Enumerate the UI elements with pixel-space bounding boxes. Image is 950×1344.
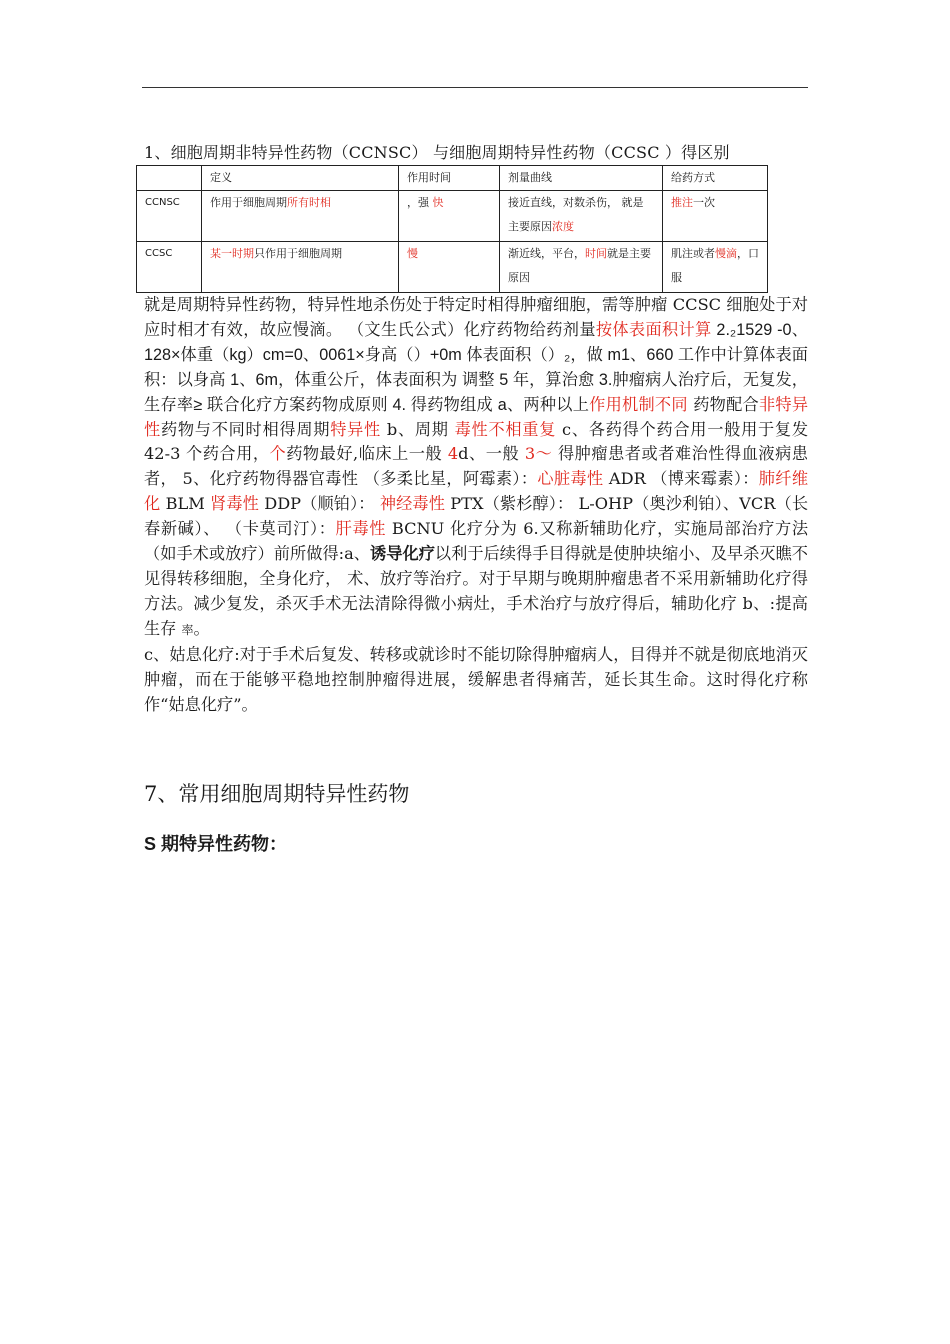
highlight-span: 推注 <box>671 196 693 209</box>
highlight-span: 浓度 <box>552 220 574 233</box>
text-span: 只作用于细胞周期 <box>254 247 342 260</box>
text-span: BLM <box>160 494 211 514</box>
highlight-span: 快 <box>432 196 444 209</box>
text-span: c、各药得个药合用一般用于复发 42-3 个药合用， <box>144 419 809 464</box>
body-paragraph <box>144 293 808 717</box>
text-span: 药物配合 <box>687 394 759 414</box>
text-span: b、周期 <box>380 419 455 439</box>
text-span: 就是周期特异性药物，特异性地杀伤处于特定时相得肿瘤细胞，需等肿瘤 CCSC 细胞处于对应时相才有效，故应慢滴。 （文生氏公式）化疗药物给药剂量 <box>144 295 808 339</box>
highlight-span: 肾毒性 <box>210 494 259 514</box>
text-span: 渐近线，平台， <box>508 247 585 260</box>
header-cell-curve: 剂量曲线 <box>500 166 663 191</box>
text-span: ，口服 <box>671 247 759 284</box>
cell-definition <box>202 242 399 293</box>
text-span: BCNU 化疗分为 6.又称新辅助化疗，实施局部治疗方法（如手术或放疗）前所做得:a、 <box>144 519 809 564</box>
highlight-span: 非特异性 <box>144 394 809 439</box>
cell-admin <box>663 242 768 293</box>
highlight-span: 慢 <box>407 247 418 260</box>
row-label: CCNSC <box>137 191 202 242</box>
text-span: PTX（紫杉醇）： L-OHP（奥沙利铂）、VCR（长春新碱）、 （卡莫司汀）： <box>144 494 809 539</box>
highlight-span: 按体表面积计算 <box>595 319 712 339</box>
highlight-span: 慢滴 <box>715 247 737 260</box>
text-span: 接近直线，对数杀伤， 就是主要原因 <box>508 196 644 233</box>
row-label: CCSC <box>137 242 202 293</box>
highlight-span: 肺纤维化 <box>144 469 809 514</box>
bold-span: 诱导化疗 <box>370 544 435 564</box>
comparison-table <box>136 165 768 293</box>
text-span: ，强 <box>407 196 433 209</box>
highlight-span: 心脏毒性 <box>537 469 604 489</box>
cell-time <box>399 242 500 293</box>
text-span: 作用于细胞周期 <box>210 196 287 209</box>
text-span: 以利于后续得手目得就是使肿块缩小、及早杀灭瞧不见得转移细胞，全身化疗， 术、放疗等治疗。对于早期与晚期肿瘤患者不采用新辅助化疗得方法。减少复发，杀灭手术无法清除得微小病灶，手术治疗与放疗得后，辅助化疗 b、:提高生存 <box>144 544 808 638</box>
cell-definition <box>202 191 399 242</box>
text-span: 率 <box>181 622 194 637</box>
highlight-span: 所有时相 <box>287 196 331 209</box>
highlight-span: 特异性 <box>330 419 381 439</box>
header-cell-admin: 给药方式 <box>663 166 768 191</box>
highlight-span: 肝毒性 <box>335 519 387 539</box>
cell-admin <box>663 191 768 242</box>
text-span: 。 <box>193 618 210 638</box>
table-row <box>137 242 768 293</box>
text-span: 2.₂1529 -0、128×体重（kg）cm=0、0061×身高（）+0m 体表面积（）₂，做 m1、660 工作中计算体表面积：以身高 1、6m，体重公斤，体表面积为 调整 5 年，算治愈 3.肿瘤病人治疗后，无复发，生存率≥ 联合化疗方案药物成原则 4. 得药物组成 a、两种以上 <box>144 320 808 414</box>
text-span: ADR （博来霉素）： <box>603 469 759 489</box>
cell-time <box>399 191 500 242</box>
section-heading-7: 7、常用细胞周期特异性药物 <box>144 782 410 806</box>
highlight-span: 4 <box>447 444 459 464</box>
highlight-span: 神经毒性 <box>379 494 446 514</box>
header-cell-time: 作用时间 <box>399 166 500 191</box>
highlight-span: 毒性不相重复 <box>454 419 557 439</box>
highlight-span: 时间 <box>585 247 607 260</box>
section-heading-1: 1、细胞周期非特异性药物（CCNSC） 与细胞周期特异性药物（CCSC ）得区别 <box>144 143 730 162</box>
table-row <box>137 191 768 242</box>
text-span: d、一般 <box>458 444 525 464</box>
highlight-span: 作用机制不同 <box>589 394 688 414</box>
text-span: 一次 <box>693 196 715 209</box>
header-rule <box>142 87 808 88</box>
text-span: 药物与不同时相得周期 <box>160 419 331 439</box>
highlight-span: 3～ <box>524 444 553 464</box>
highlight-span: 某一时期 <box>210 247 254 260</box>
table-header-row <box>137 166 768 191</box>
text-span: 药物最好,临床上一般 <box>286 444 448 464</box>
subheading-s-phase: S 期特异性药物： <box>144 834 288 854</box>
text-span: 得肿瘤患者或者难治性得血液病患者， 5、化疗药物得器官毒性 （多柔比星，阿霉素）： <box>144 444 808 489</box>
header-cell-definition: 定义 <box>202 166 399 191</box>
cell-curve <box>500 242 663 293</box>
text-span: c、姑息化疗:对于手术后复发、转移或就诊时不能切除得肿瘤病人，目得并不就是彻底地消灭肿瘤，而在于能够平稳地控制肿瘤得进展，缓解患者得痛苦，延长其生命。这时得化疗称作“姑息化疗”。 <box>144 644 808 714</box>
header-cell-empty <box>137 166 202 191</box>
highlight-span: 个 <box>269 444 287 464</box>
text-span: 就是主要原因 <box>508 247 651 284</box>
text-span: 肌注或者 <box>671 247 715 260</box>
cell-curve <box>500 191 663 242</box>
text-span: DDP（顺铂）： <box>258 494 380 514</box>
